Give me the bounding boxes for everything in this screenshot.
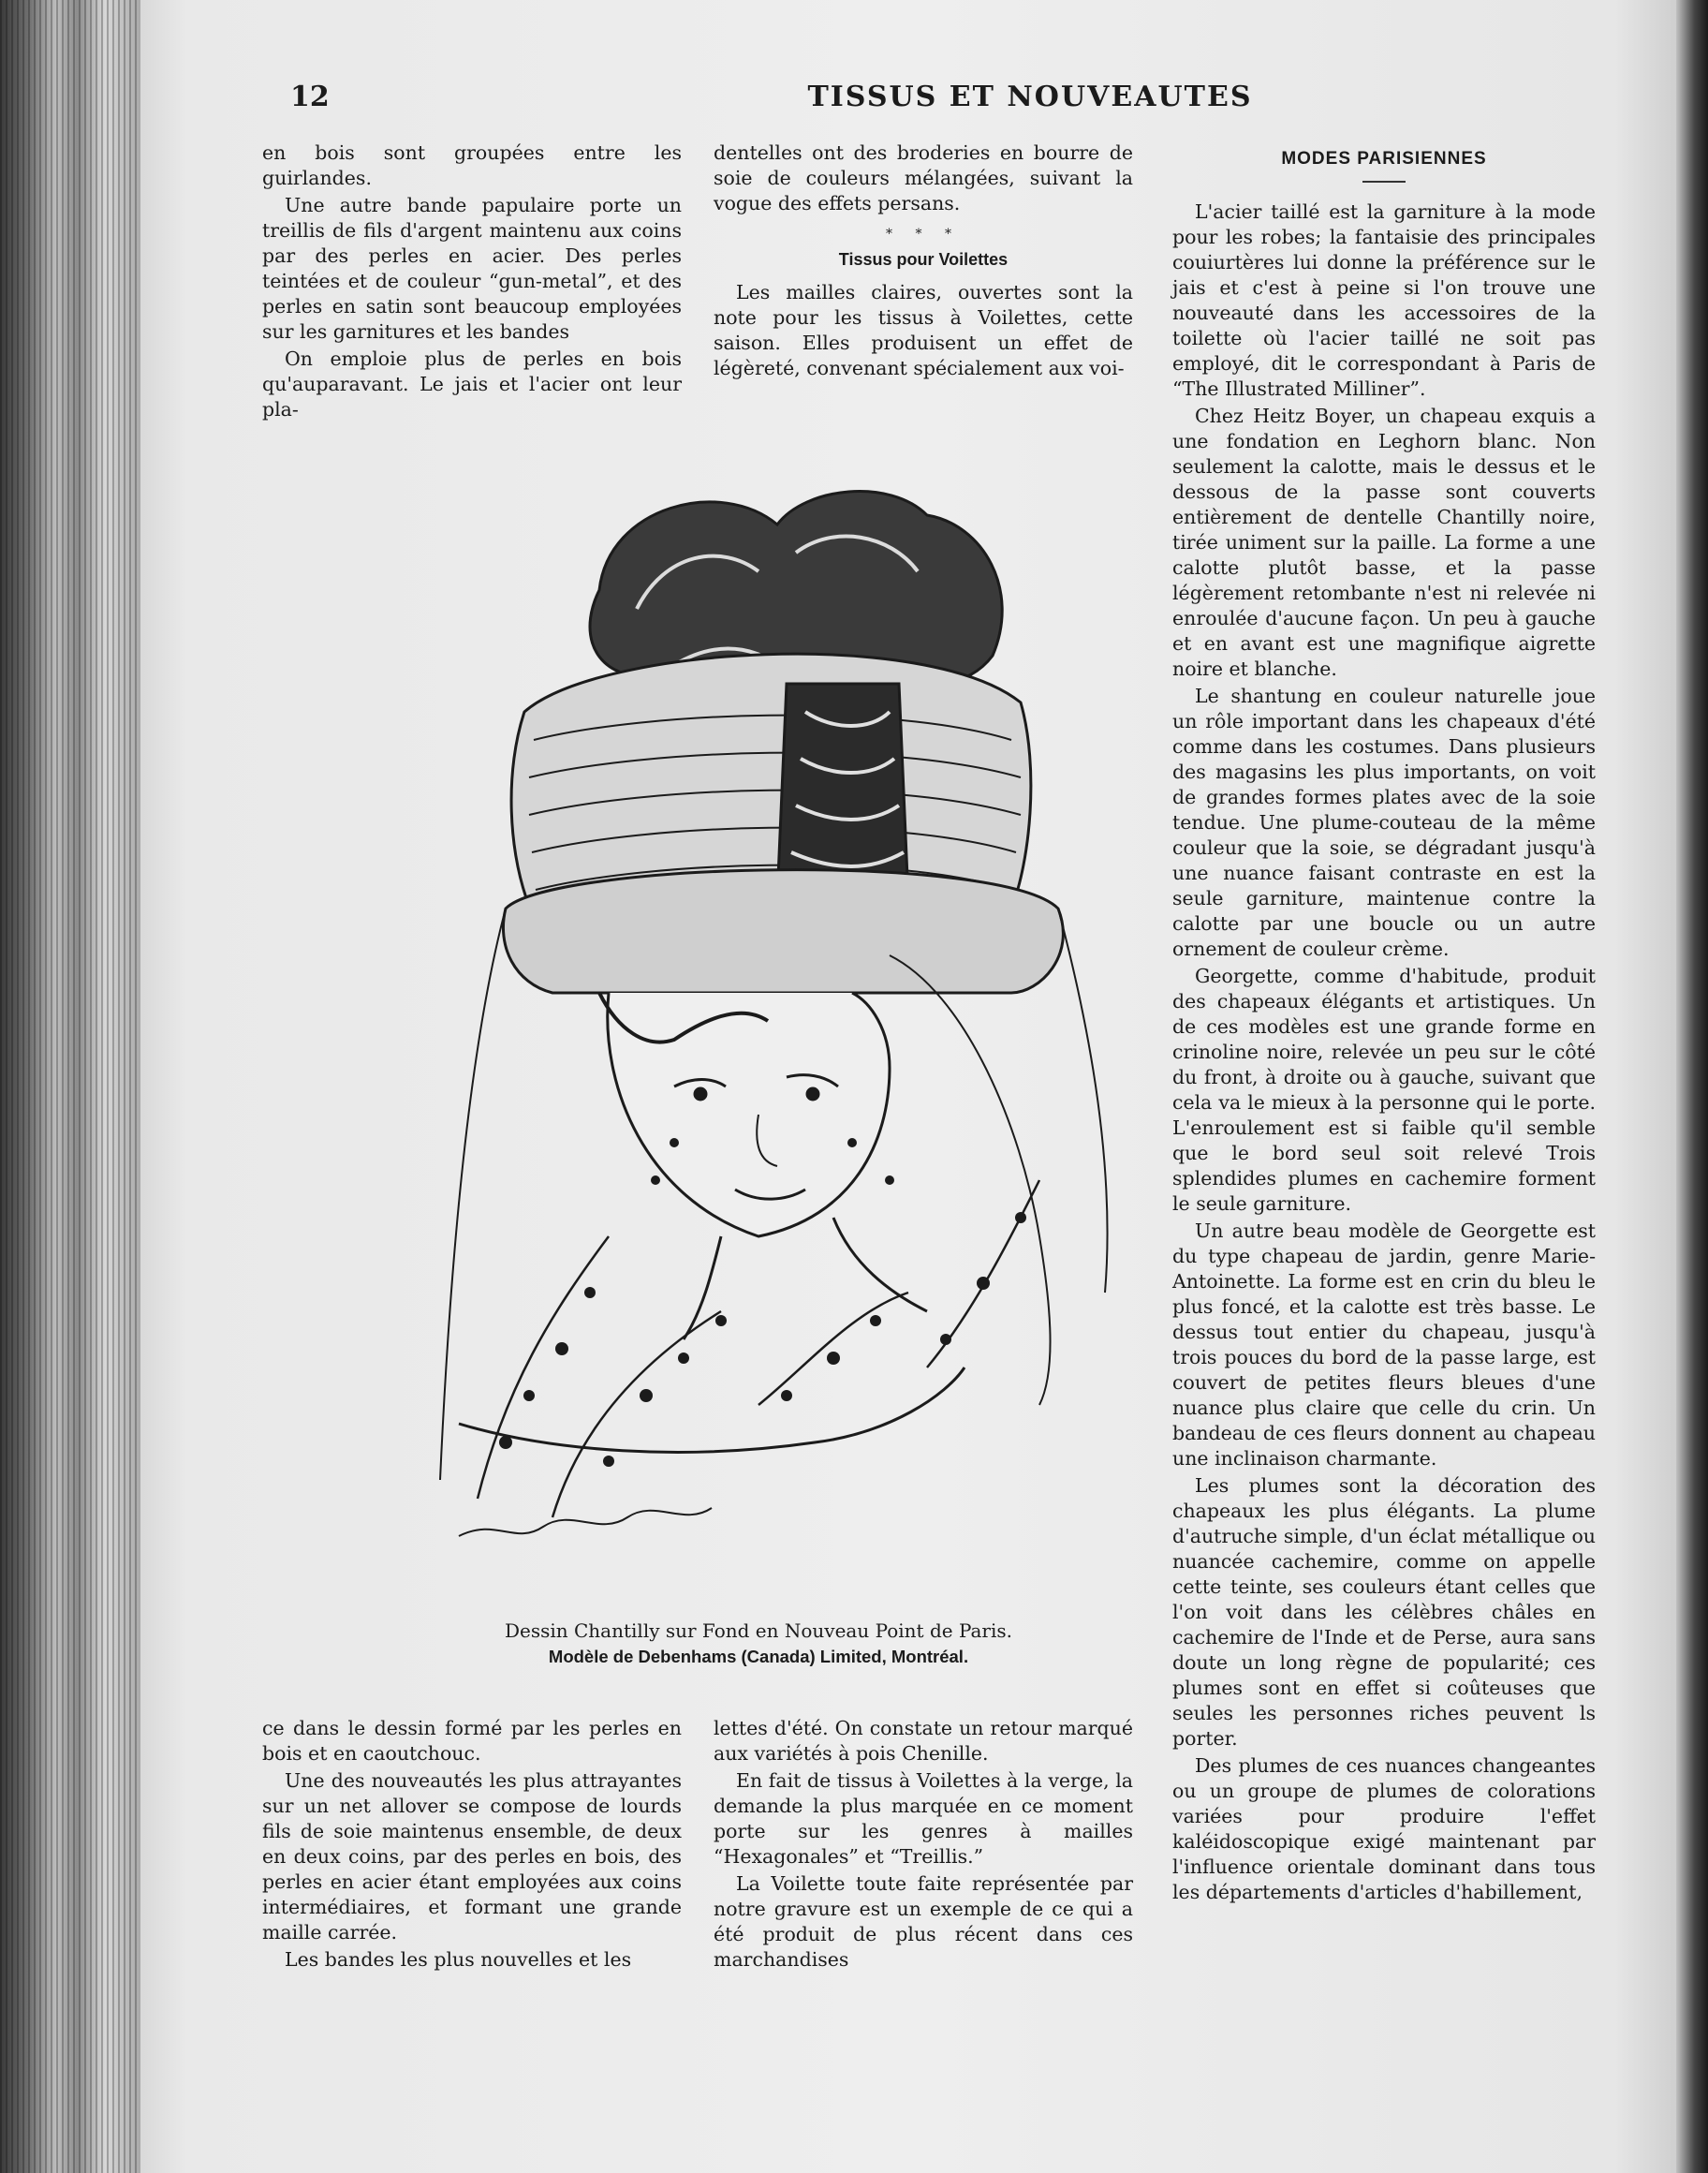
text-column-left-bottom [262, 1716, 682, 1974]
text-column-right [1172, 140, 1596, 1907]
paragraph: ce dans le dessin formé par les perles en bois et en caoutchouc. [262, 1717, 682, 1765]
paragraph: Chez Heitz Boyer, un chapeau exquis a une fondation en Leghorn blanc. Non seulement la calotte, mais le dessus et le dessous de la passe sont couverts entièrement de dentelle Chantilly noire, tirée uniment sur la paille. La forme a une calotte plutôt basse, et la passe légèrement retombante n'est ni relevée ni enroulée d'aucune façon. Un peu à gauche et en avant est une magnifique aigrette noire et blanche. [1172, 405, 1596, 680]
paragraph: en bois sont groupées entre les guirlandes. [262, 141, 682, 189]
paragraph: dentelles ont des broderies en bourre de soie de couleurs mélangées, suivant la vogue des effets persans. [714, 141, 1133, 214]
page-edge [1674, 0, 1708, 2173]
paragraph: Une des nouveautés les plus attrayantes sur un net allover se compose de lourds fils de soie maintenus ensemble, de deux en deux coins, par des perles en bois, des perles en acier étant employées aux coins intermédiaires, et formant une grande maille carrée. [262, 1769, 682, 1944]
caption-credit: Modèle de Debenhams (Canada) Limited, Montréal. [548, 1647, 969, 1666]
running-title: TISSUS ET NOUVEAUTES [807, 81, 1253, 113]
subheading: Tissus pour Voilettes [838, 250, 1009, 269]
paragraph: L'acier taillé est la garniture à la mode pour les robes; la fantaisie des principales couiurtères lui donne la préférence sur le jais et c'est à peine si l'on trouve une nouveauté dans les accessoires de la toilette où l'acier taillé ne soit pas employé, dit le correspondant à Paris de “The Illustrated Milliner”. [1172, 200, 1596, 400]
paragraph: Les plumes sont la décoration des chapeaux les plus élégants. La plume d'autruche simple, d'un éclat métallique ou nuancée cachemire, comme on appelle cette teinte, ses couleurs étant celles que l'on voit dans les célèbres châles en cachemire de l'Inde et de Perse, aura sans doute un long règne de popularité; ces plumes sont en effet si coûteuses que seules les personnes riches peuvent ls porter. [1172, 1474, 1596, 1750]
veiled-hat-illustration [365, 468, 1171, 1574]
paragraph: En fait de tissus à Voilettes à la verge, la demande la plus marquée en ce moment porte sur les genres à mailles “Hexagonales” et “Treillis.” [714, 1769, 1133, 1868]
text-column-middle-top [714, 140, 1133, 383]
paragraph: lettes d'été. On constate un retour marqué aux variétés à pois Chenille. [714, 1717, 1133, 1765]
paragraph: La Voilette toute faite représentée par notre gravure est un exemple de ce qui a été produit de plus récent dans ces marchandises [714, 1872, 1133, 1971]
paragraph: Les mailles claires, ouvertes sont la note pour les tissus à Voilettes, cette saison. Elles produisent un effet de légèreté, convenant spécialement aux voi- [714, 281, 1133, 379]
section-divider-stars: * * * [886, 227, 961, 242]
paragraph: Des plumes de ces nuances changeantes ou un groupe de plumes de colorations variées pour produire l'effet kaléidoscopique exigé maintenant par l'influence orientale dominant dans tous les départements d'articles d'habillement, [1172, 1754, 1596, 1903]
heading-rule [1362, 181, 1406, 183]
caption-line: Dessin Chantilly sur Fond en Nouveau Point de Paris. [504, 1619, 1013, 1642]
paragraph: On emploie plus de perles en bois qu'auparavant. Le jais et l'acier ont leur pla- [262, 347, 682, 421]
paragraph: Georgette, comme d'habitude, produit des chapeaux élégants et artistiques. Un de ces modèles est une grande forme en crinoline noire, relevée un peu sur le côté du front, à droite ou à gauche, suivant que cela va le mieux à la personne qui le porte. L'enroulement est si faible qu'il semble que le bord seul soit relevé Trois splendides plumes en cachemire forment le seule garniture. [1172, 965, 1596, 1215]
section-heading: MODES PARISIENNES [1281, 149, 1487, 169]
book-binding [0, 0, 140, 2173]
text-column-left-top [262, 140, 682, 424]
paragraph: Les bandes les plus nouvelles et les [285, 1948, 632, 1971]
illustration-caption [328, 1619, 1189, 1669]
page-number: 12 [290, 81, 330, 113]
paragraph: Un autre beau modèle de Georgette est du type chapeau de jardin, genre Marie-Antoinette. La forme est en crin du bleu le plus foncé, et la calotte est très basse. Le dessus tout entier du chapeau, jusqu'à trois pouces du bord de la passe large, est couvert de petites fleurs bleues d'une nuance plus claire que celle du crin. Un bandeau de ces fleurs donnent au chapeau une inclinaison charmante. [1172, 1220, 1596, 1470]
paragraph: Le shantung en couleur naturelle joue un rôle important dans les chapeaux d'été comme dans les costumes. Dans plusieurs des magasins les plus importants, on voit de grandes formes plates avec de la soie tendue. Une plume-couteau de la même couleur que la soie, se dégradant jusqu'à une nuance faisant contraste en est la seule garniture, maintenue contre la calotte par une boucle ou un autre ornement de couleur crème. [1172, 685, 1596, 960]
paragraph: Une autre bande papulaire porte un treillis de fils d'argent maintenu aux coins par des perles en acier. Des perles teintées et de couleur “gun-metal”, et des perles en satin sont beaucoup employées sur les garnitures et les bandes [262, 194, 682, 343]
text-column-middle-bottom [714, 1716, 1133, 1974]
magazine-page [140, 0, 1676, 2173]
